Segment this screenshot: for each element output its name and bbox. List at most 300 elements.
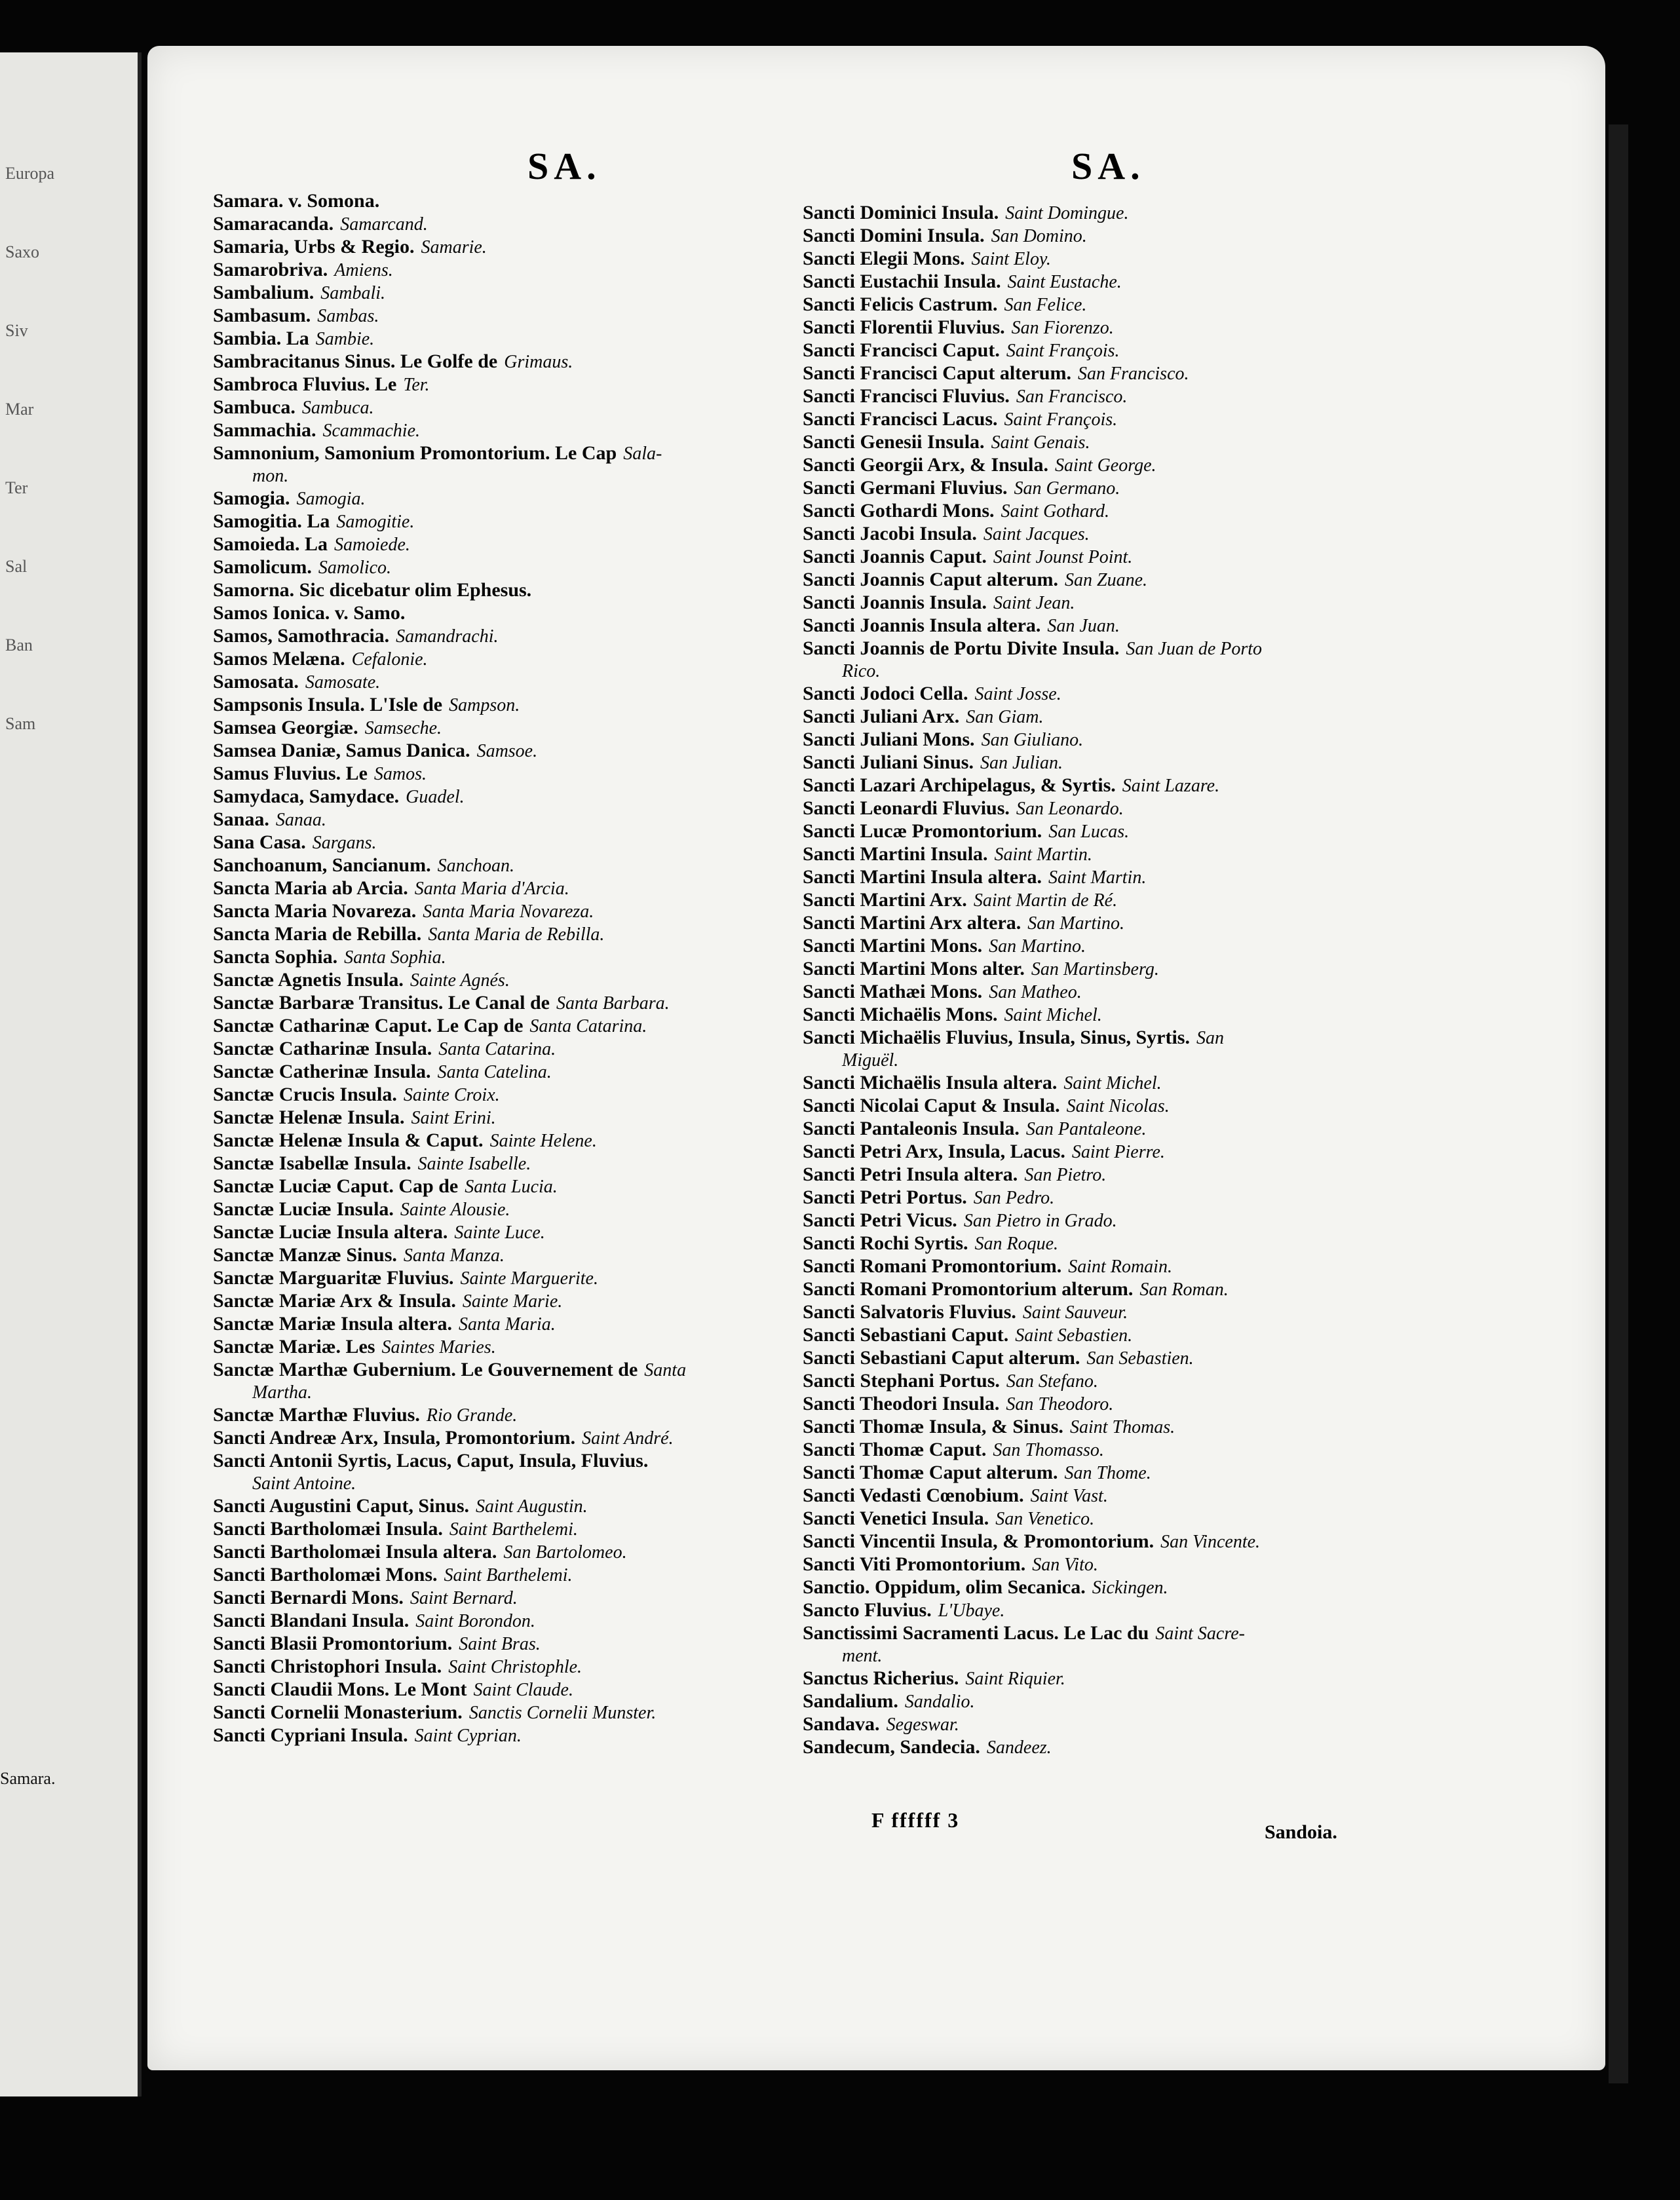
vernacular-name: Saint Christophle.	[448, 1657, 582, 1677]
latin-name: Sancti Domini Insula.	[803, 225, 985, 246]
latin-name: Sancti Juliani Sinus.	[803, 751, 974, 773]
gazetteer-entry	[213, 510, 855, 533]
gazetteer-entry	[213, 1724, 855, 1747]
vernacular-name: Santa Maria Novareza.	[423, 901, 594, 922]
vernacular-name: Samoiede.	[334, 535, 410, 555]
gazetteer-entry	[213, 1038, 855, 1061]
vernacular-name: Santa Catarina.	[438, 1039, 556, 1059]
gazetteer-entry	[803, 294, 1550, 316]
latin-name: Sanctæ Luciæ Caput. Cap de	[213, 1175, 459, 1197]
vernacular-name: Samandrachi.	[396, 626, 499, 647]
latin-name: Sancti Cornelii Monasterium.	[213, 1701, 463, 1723]
gazetteer-entry	[803, 477, 1550, 500]
vernacular-name: San Martinsberg.	[1031, 959, 1159, 979]
gazetteer-entry	[213, 1450, 855, 1473]
gazetteer-entry	[803, 866, 1550, 889]
latin-name: Sancti Gothardi Mons.	[803, 500, 995, 522]
gazetteer-entry	[213, 671, 855, 694]
vernacular-name: Samsoe.	[476, 741, 538, 761]
latin-name: Sancti Petri Portus.	[803, 1186, 967, 1208]
vernacular-name: Rio Grande.	[426, 1405, 518, 1426]
gazetteer-entry	[803, 1141, 1550, 1164]
vernacular-name: Saint Riquier.	[965, 1669, 1065, 1689]
vernacular-name: San Stefano.	[1006, 1371, 1098, 1392]
gazetteer-entry	[213, 1084, 855, 1107]
vernacular-name: Sargans.	[312, 833, 377, 853]
latin-name: Sancti Lucæ Promontorium.	[803, 820, 1042, 842]
latin-name: Sancti Joannis Insula altera.	[803, 615, 1041, 636]
entry-continuation: Miguël.	[842, 1050, 899, 1071]
gazetteer-entry	[213, 305, 855, 328]
gazetteer-entry	[213, 373, 855, 396]
latin-name: Sancti Petri Vicus.	[803, 1209, 957, 1231]
gazetteer-entry	[213, 625, 855, 648]
latin-name: Sancti Georgii Arx, & Insula.	[803, 454, 1049, 476]
vernacular-name: Saint Bras.	[459, 1634, 541, 1654]
vernacular-name: Sambali.	[320, 283, 385, 303]
vernacular-name: Saint Jounst Point.	[993, 547, 1133, 567]
gazetteer-entry	[803, 546, 1550, 569]
latin-name: Sancti Francisci Fluvius.	[803, 385, 1010, 407]
vernacular-name: Samos.	[373, 764, 427, 784]
vernacular-name: Santa Catarina.	[529, 1016, 647, 1036]
running-head-right: SA.	[1071, 145, 1145, 187]
latin-name: Sanctissimi Sacramenti Lacus. Le Lac du	[803, 1622, 1149, 1644]
latin-name: Sanctæ Barbaræ Transitus. Le Canal de	[213, 992, 550, 1014]
latin-name: Sancti Nicolai Caput & Insula.	[803, 1095, 1060, 1116]
vernacular-name: Saint Domingue.	[1005, 203, 1129, 223]
latin-name: Sancti Stephani Portus.	[803, 1370, 1000, 1392]
vernacular-name: Santa Manza.	[403, 1245, 505, 1266]
latin-name: Sanctæ Isabellæ Insula.	[213, 1152, 411, 1174]
latin-name: Sancti Thomæ Insula, & Sinus.	[803, 1416, 1063, 1437]
vernacular-name: Sanaa.	[275, 810, 326, 830]
gazetteer-entry	[803, 637, 1550, 660]
gazetteer-entry	[213, 1313, 855, 1336]
vernacular-name: San Venetico.	[995, 1509, 1095, 1529]
latin-name: Sancti Salvatoris Fluvius.	[803, 1301, 1016, 1323]
gazetteer-entry	[803, 1164, 1550, 1186]
vernacular-name: Samarcand.	[340, 214, 428, 235]
latin-name: Samaracanda.	[213, 213, 334, 235]
gazetteer-entry	[213, 854, 855, 877]
vernacular-name: Segeswar.	[886, 1715, 959, 1735]
vernacular-name: San Vincente.	[1160, 1532, 1261, 1552]
vernacular-name: Ter.	[403, 375, 430, 395]
latin-name: Sancti Michaëlis Mons.	[803, 1004, 998, 1025]
latin-name: Sancta Maria de Rebilla.	[213, 923, 422, 945]
latin-name: Sancti Vincentii Insula, & Promontorium.	[803, 1530, 1155, 1552]
latin-name: Sancta Maria ab Arcia.	[213, 877, 408, 899]
vernacular-name: Sala-	[623, 444, 662, 464]
latin-name: Sana Casa.	[213, 831, 306, 853]
latin-name: Sanctæ Helenæ Insula.	[213, 1107, 405, 1128]
latin-name: Sanctæ Agnetis Insula.	[213, 969, 404, 991]
latin-name: Sancti Pantaleonis Insula.	[803, 1118, 1020, 1139]
gazetteer-entry	[213, 1267, 855, 1290]
latin-name: Sanchoanum, Sancianum.	[213, 854, 431, 876]
latin-name: Sancti Eustachii Insula.	[803, 271, 1001, 292]
vernacular-name: San Martino.	[989, 936, 1086, 957]
gazetteer-entry	[213, 1336, 855, 1359]
gazetteer-entry	[803, 592, 1550, 615]
vernacular-name: Saint George.	[1055, 455, 1156, 476]
latin-name: Sancti Romani Promontorium alterum.	[803, 1278, 1134, 1300]
latin-name: Sancti Theodori Insula.	[803, 1393, 1000, 1414]
vernacular-name: Saint Pierre.	[1071, 1142, 1165, 1162]
latin-name: Sambuca.	[213, 396, 296, 418]
vernacular-name: Sainte Marie.	[462, 1291, 563, 1312]
latin-name: Sampsonis Insula. L'Isle de	[213, 694, 443, 715]
gazetteer-entry	[213, 419, 855, 442]
gazetteer-entry	[803, 797, 1550, 820]
vernacular-name: Saint Jacques.	[983, 524, 1090, 544]
gazetteer-entry	[213, 1015, 855, 1038]
vernacular-name: Samogia.	[296, 489, 366, 509]
gazetteer-entry	[213, 1633, 855, 1656]
latin-name: Sambalium.	[213, 282, 315, 303]
gazetteer-entry	[213, 259, 855, 282]
vernacular-name: San	[1196, 1028, 1224, 1048]
gazetteer-entry	[213, 328, 855, 351]
latin-name: Sancti Andreæ Arx, Insula, Promontorium.	[213, 1427, 576, 1449]
vernacular-name: Samseche.	[364, 718, 442, 738]
vernacular-name: Saint Erini.	[411, 1108, 496, 1128]
gazetteer-entry	[803, 569, 1550, 592]
latin-name: Sancti Elegii Mons.	[803, 248, 965, 269]
gazetteer-entry	[213, 1061, 855, 1084]
left-column	[213, 190, 855, 1747]
latin-name: Samsea Georgiæ.	[213, 717, 358, 738]
gazetteer-entry	[213, 717, 855, 740]
gazetteer-entry	[803, 1416, 1550, 1439]
latin-name: Samaria, Urbs & Regio.	[213, 236, 415, 257]
latin-name: Sancti Antonii Syrtis, Lacus, Caput, Insula, Fluvius.	[213, 1450, 649, 1471]
vernacular-name: Sandeez.	[986, 1737, 1052, 1758]
latin-name: Sanctæ Helenæ Insula & Caput.	[213, 1129, 484, 1151]
gazetteer-entry	[213, 487, 855, 510]
vernacular-name: Santa Sophia.	[344, 947, 446, 968]
vernacular-name: Santa Maria d'Arcia.	[414, 879, 569, 899]
gazetteer-entry	[213, 1404, 855, 1427]
latin-name: Sancti Viti Promontorium.	[803, 1553, 1026, 1575]
latin-name: Sambia. La	[213, 328, 309, 349]
vernacular-name: San Pantaleone.	[1025, 1119, 1147, 1139]
latin-name: Sanctæ Marguaritæ Fluvius.	[213, 1267, 454, 1289]
vernacular-name: San Juan de Porto	[1126, 639, 1263, 659]
gazetteer-entry	[803, 1508, 1550, 1530]
latin-name: Sanctæ Mariæ Arx & Insula.	[213, 1290, 456, 1312]
vernacular-name: Sanctis Cornelii Munster.	[468, 1703, 657, 1723]
latin-name: Sancti Lazari Archipelagus, & Syrtis.	[803, 774, 1116, 796]
vernacular-name: Sickingen.	[1092, 1578, 1168, 1598]
latin-name: Samoieda. La	[213, 533, 328, 555]
running-head-left: SA.	[527, 145, 601, 187]
gazetteer-entry	[213, 969, 855, 992]
vernacular-name: San Roque.	[974, 1234, 1059, 1254]
latin-name: Sancti Bartholomæi Mons.	[213, 1564, 438, 1585]
signature-mark: F ffffff 3	[871, 1808, 960, 1832]
gazetteer-entry	[213, 740, 855, 763]
gazetteer-entry	[213, 1107, 855, 1129]
latin-name: Sancta Sophia.	[213, 946, 338, 968]
latin-name: Sancti Juliani Mons.	[803, 729, 975, 750]
latin-name: Sancti Thomæ Caput alterum.	[803, 1462, 1058, 1483]
latin-name: Sancti Romani Promontorium.	[803, 1255, 1062, 1277]
vernacular-name: Sandalio.	[904, 1692, 975, 1712]
facing-page-edge	[0, 52, 142, 2096]
vernacular-name: Santa Lucia.	[465, 1177, 558, 1197]
gazetteer-entry	[803, 271, 1550, 294]
gazetteer-entry	[213, 556, 855, 579]
vernacular-name: Samosate.	[305, 672, 381, 692]
latin-name: Sanctæ Manzæ Sinus.	[213, 1244, 397, 1266]
vernacular-name: Saint Gothard.	[1001, 501, 1109, 522]
latin-name: Sancti Christophori Insula.	[213, 1656, 442, 1677]
latin-name: Samos Melæna.	[213, 648, 345, 670]
gazetteer-entry	[213, 1221, 855, 1244]
vernacular-name: San Matheo.	[989, 982, 1082, 1002]
latin-name: Sancti Martini Arx.	[803, 889, 967, 911]
vernacular-name: San Zuane.	[1065, 570, 1148, 590]
vernacular-name: Sambuca.	[301, 398, 374, 418]
latin-name: Sancti Joannis Insula.	[803, 592, 987, 613]
latin-name: Sandecum, Sandecia.	[803, 1736, 980, 1758]
vernacular-name: Sainte Helene.	[489, 1131, 597, 1151]
gazetteer-entry	[803, 1209, 1550, 1232]
latin-name: Samos Ionica. v. Samo.	[213, 602, 406, 624]
gazetteer-entry	[803, 912, 1550, 935]
gazetteer-entry	[213, 946, 855, 969]
latin-name: Sancti Bartholomæi Insula altera.	[213, 1541, 497, 1563]
gazetteer-entry	[803, 362, 1550, 385]
latin-name: Sancti Jacobi Insula.	[803, 523, 977, 544]
latin-name: Samnonium, Samonium Promontorium. Le Cap	[213, 442, 617, 464]
margin-stub: Sam	[5, 714, 36, 733]
gazetteer-entry	[803, 1485, 1550, 1508]
vernacular-name: Saint Martin.	[994, 844, 1092, 865]
gazetteer-entry	[803, 523, 1550, 546]
gazetteer-entry	[213, 1427, 855, 1450]
latin-name: Sancti Cypriani Insula.	[213, 1724, 408, 1746]
latin-name: Sancti Francisci Lacus.	[803, 408, 998, 430]
margin-stub: Mar	[5, 400, 34, 419]
gazetteer-entry	[213, 1198, 855, 1221]
gazetteer-entry	[803, 1530, 1550, 1553]
gazetteer-entry	[803, 339, 1550, 362]
gazetteer-entry	[803, 1004, 1550, 1027]
margin-stub: Europa	[5, 164, 55, 183]
vernacular-name: San Lucas.	[1048, 822, 1130, 842]
vernacular-name: Sainte Marguerite.	[460, 1268, 598, 1289]
latin-name: Sanctæ Luciæ Insula altera.	[213, 1221, 448, 1243]
gazetteer-entry	[803, 1393, 1550, 1416]
latin-name: Sanctio. Oppidum, olim Secanica.	[803, 1576, 1086, 1598]
gazetteer-entry	[213, 763, 855, 786]
margin-stub: Sal	[5, 557, 28, 576]
gazetteer-entry	[213, 1290, 855, 1313]
latin-name: Sancti Michaëlis Insula altera.	[803, 1072, 1058, 1093]
gazetteer-entry	[803, 225, 1550, 248]
gazetteer-entry	[213, 648, 855, 671]
gazetteer-entry	[803, 820, 1550, 843]
vernacular-name: San Sebastien.	[1086, 1348, 1194, 1369]
vernacular-name: Saint Michel.	[1063, 1073, 1162, 1093]
gazetteer-entry	[803, 1232, 1550, 1255]
gazetteer-entry	[213, 1152, 855, 1175]
vernacular-name: Saint Borondon.	[415, 1611, 535, 1631]
latin-name: Sancti Florentii Fluvius.	[803, 316, 1005, 338]
right-column	[803, 202, 1550, 1759]
latin-name: Sancti Mathæi Mons.	[803, 981, 983, 1002]
vernacular-name: Saint François.	[1006, 341, 1120, 361]
gazetteer-entry	[213, 190, 855, 213]
latin-name: Sancti Joannis Caput.	[803, 546, 987, 567]
gazetteer-entry	[803, 981, 1550, 1004]
latin-name: Sancti Bernardi Mons.	[213, 1587, 404, 1608]
gazetteer-entry	[803, 431, 1550, 454]
vernacular-name: Santa Catelina.	[437, 1062, 552, 1082]
vernacular-name: Santa Barbara.	[556, 993, 670, 1014]
vernacular-name: Saint Martin de Ré.	[973, 890, 1118, 911]
entry-continuation: mon.	[252, 466, 289, 486]
vernacular-name: Saint Cyprian.	[414, 1726, 522, 1746]
gazetteer-entry	[213, 831, 855, 854]
latin-name: Samara. v. Somona.	[213, 190, 380, 212]
vernacular-name: Sampson.	[449, 695, 520, 715]
gazetteer-entry	[803, 408, 1550, 431]
latin-name: Sanctæ Catharinæ Insula.	[213, 1038, 432, 1059]
latin-name: Samus Fluvius. Le	[213, 763, 368, 784]
vernacular-name: Saintes Maries.	[381, 1337, 496, 1357]
gazetteer-entry	[803, 1347, 1550, 1370]
latin-name: Sancti Genesii Insula.	[803, 431, 985, 453]
vernacular-name: Saint Martin.	[1048, 867, 1147, 888]
latin-name: Sancti Augustini Caput, Sinus.	[213, 1495, 469, 1517]
vernacular-name: Saint Thomas.	[1069, 1417, 1175, 1437]
gazetteer-entry	[803, 1278, 1550, 1301]
vernacular-name: Sainte Croix.	[403, 1085, 500, 1105]
latin-name: Sanctæ Marthæ Gubernium. Le Gouvernement de	[213, 1359, 638, 1380]
latin-name: Sanctæ Catharinæ Caput. Le Cap de	[213, 1015, 524, 1036]
vernacular-name: San Felice.	[1004, 295, 1087, 315]
latin-name: Sambasum.	[213, 305, 311, 326]
gazetteer-entry	[213, 1244, 855, 1267]
latin-name: Sancti Bartholomæi Insula.	[213, 1518, 443, 1540]
latin-name: Sancti Rochi Syrtis.	[803, 1232, 968, 1254]
latin-name: Sammachia.	[213, 419, 316, 441]
latin-name: Sancti Martini Mons alter.	[803, 958, 1025, 979]
entry-continuation: Rico.	[842, 661, 881, 681]
vernacular-name: Santa	[644, 1360, 687, 1380]
gazetteer-entry	[213, 1495, 855, 1518]
vernacular-name: Saint Josse.	[974, 684, 1061, 704]
latin-name: Samsea Daniæ, Samus Danica.	[213, 740, 470, 761]
gazetteer-entry	[213, 1610, 855, 1633]
vernacular-name: San Germano.	[1014, 478, 1120, 499]
latin-name: Samolicum.	[213, 556, 312, 578]
vernacular-name: Sainte Agnés.	[410, 970, 510, 991]
latin-name: Sanctæ Mariæ Insula altera.	[213, 1313, 452, 1335]
gazetteer-entry	[803, 1072, 1550, 1095]
vernacular-name: Santa Maria.	[458, 1314, 556, 1335]
latin-name: Samogia.	[213, 487, 290, 509]
latin-name: Sancti Sebastiani Caput alterum.	[803, 1347, 1080, 1369]
latin-name: Sancti Petri Insula altera.	[803, 1164, 1018, 1185]
entry-continuation: Martha.	[252, 1382, 312, 1403]
latin-name: Sanctæ Marthæ Fluvius.	[213, 1404, 420, 1426]
gazetteer-entry	[213, 236, 855, 259]
vernacular-name: Grimaus.	[504, 352, 573, 372]
gazetteer-entry	[213, 786, 855, 808]
vernacular-name: San Juan.	[1047, 616, 1120, 636]
gazetteer-entry	[803, 1576, 1550, 1599]
gazetteer-entry	[803, 729, 1550, 751]
vernacular-name: San Francisco.	[1016, 387, 1128, 407]
gazetteer-entry	[803, 774, 1550, 797]
vernacular-name: San Leonardo.	[1016, 799, 1124, 819]
vernacular-name: San Martino.	[1027, 913, 1125, 934]
latin-name: Sanaa.	[213, 808, 269, 830]
gazetteer-entry	[803, 1736, 1550, 1759]
gazetteer-entry	[803, 843, 1550, 866]
latin-name: Sandava.	[803, 1713, 880, 1735]
gazetteer-entry	[803, 454, 1550, 477]
latin-name: Sancti Petri Arx, Insula, Lacus.	[803, 1141, 1065, 1162]
vernacular-name: San Thome.	[1064, 1463, 1151, 1483]
latin-name: Sanctus Richerius.	[803, 1667, 959, 1689]
gazetteer-entry	[803, 1095, 1550, 1118]
vernacular-name: Sainte Isabelle.	[417, 1154, 531, 1174]
latin-name: Sancti Venetici Insula.	[803, 1508, 989, 1529]
vernacular-name: Saint Eustache.	[1007, 272, 1122, 292]
gazetteer-entry	[803, 385, 1550, 408]
book-page	[147, 46, 1605, 2070]
latin-name: Samorna. Sic dicebatur olim Ephesus.	[213, 579, 532, 601]
vernacular-name: Scammachie.	[322, 421, 421, 441]
gazetteer-entry	[213, 900, 855, 923]
gazetteer-entry	[803, 1462, 1550, 1485]
gazetteer-entry	[803, 889, 1550, 912]
gazetteer-entry	[803, 1690, 1550, 1713]
vernacular-name: San Theodoro.	[1006, 1394, 1114, 1414]
latin-name: Sancti Jodoci Cella.	[803, 683, 968, 704]
gazetteer-entry	[803, 1553, 1550, 1576]
gazetteer-entry	[803, 706, 1550, 729]
gazetteer-entry	[213, 877, 855, 900]
latin-name: Sanctæ Mariæ. Les	[213, 1336, 375, 1357]
vernacular-name: Saint Sebastien.	[1015, 1325, 1133, 1346]
gazetteer-entry	[213, 694, 855, 717]
gazetteer-entry	[213, 213, 855, 236]
latin-name: Sancti Felicis Castrum.	[803, 294, 998, 315]
facing-page-catchword: Samara.	[0, 1769, 56, 1788]
latin-name: Sanctæ Catherinæ Insula.	[213, 1061, 431, 1082]
gazetteer-entry	[803, 248, 1550, 271]
latin-name: Sancti Francisci Caput alterum.	[803, 362, 1071, 384]
gazetteer-entry	[803, 1186, 1550, 1209]
latin-name: Sancti Martini Insula altera.	[803, 866, 1042, 888]
latin-name: Samogitia. La	[213, 510, 330, 532]
latin-name: Sancti Blandani Insula.	[213, 1610, 410, 1631]
latin-name: Sancti Joannis Caput alterum.	[803, 569, 1059, 590]
entry-continuation: Saint Antoine.	[252, 1473, 356, 1494]
gazetteer-entry	[803, 1713, 1550, 1736]
latin-name: Sancti Joannis de Portu Divite Insula.	[803, 637, 1120, 659]
latin-name: Sanctæ Crucis Insula.	[213, 1084, 397, 1105]
vernacular-name: Saint André.	[582, 1428, 674, 1449]
catchword: Sandoia.	[1265, 1821, 1337, 1843]
